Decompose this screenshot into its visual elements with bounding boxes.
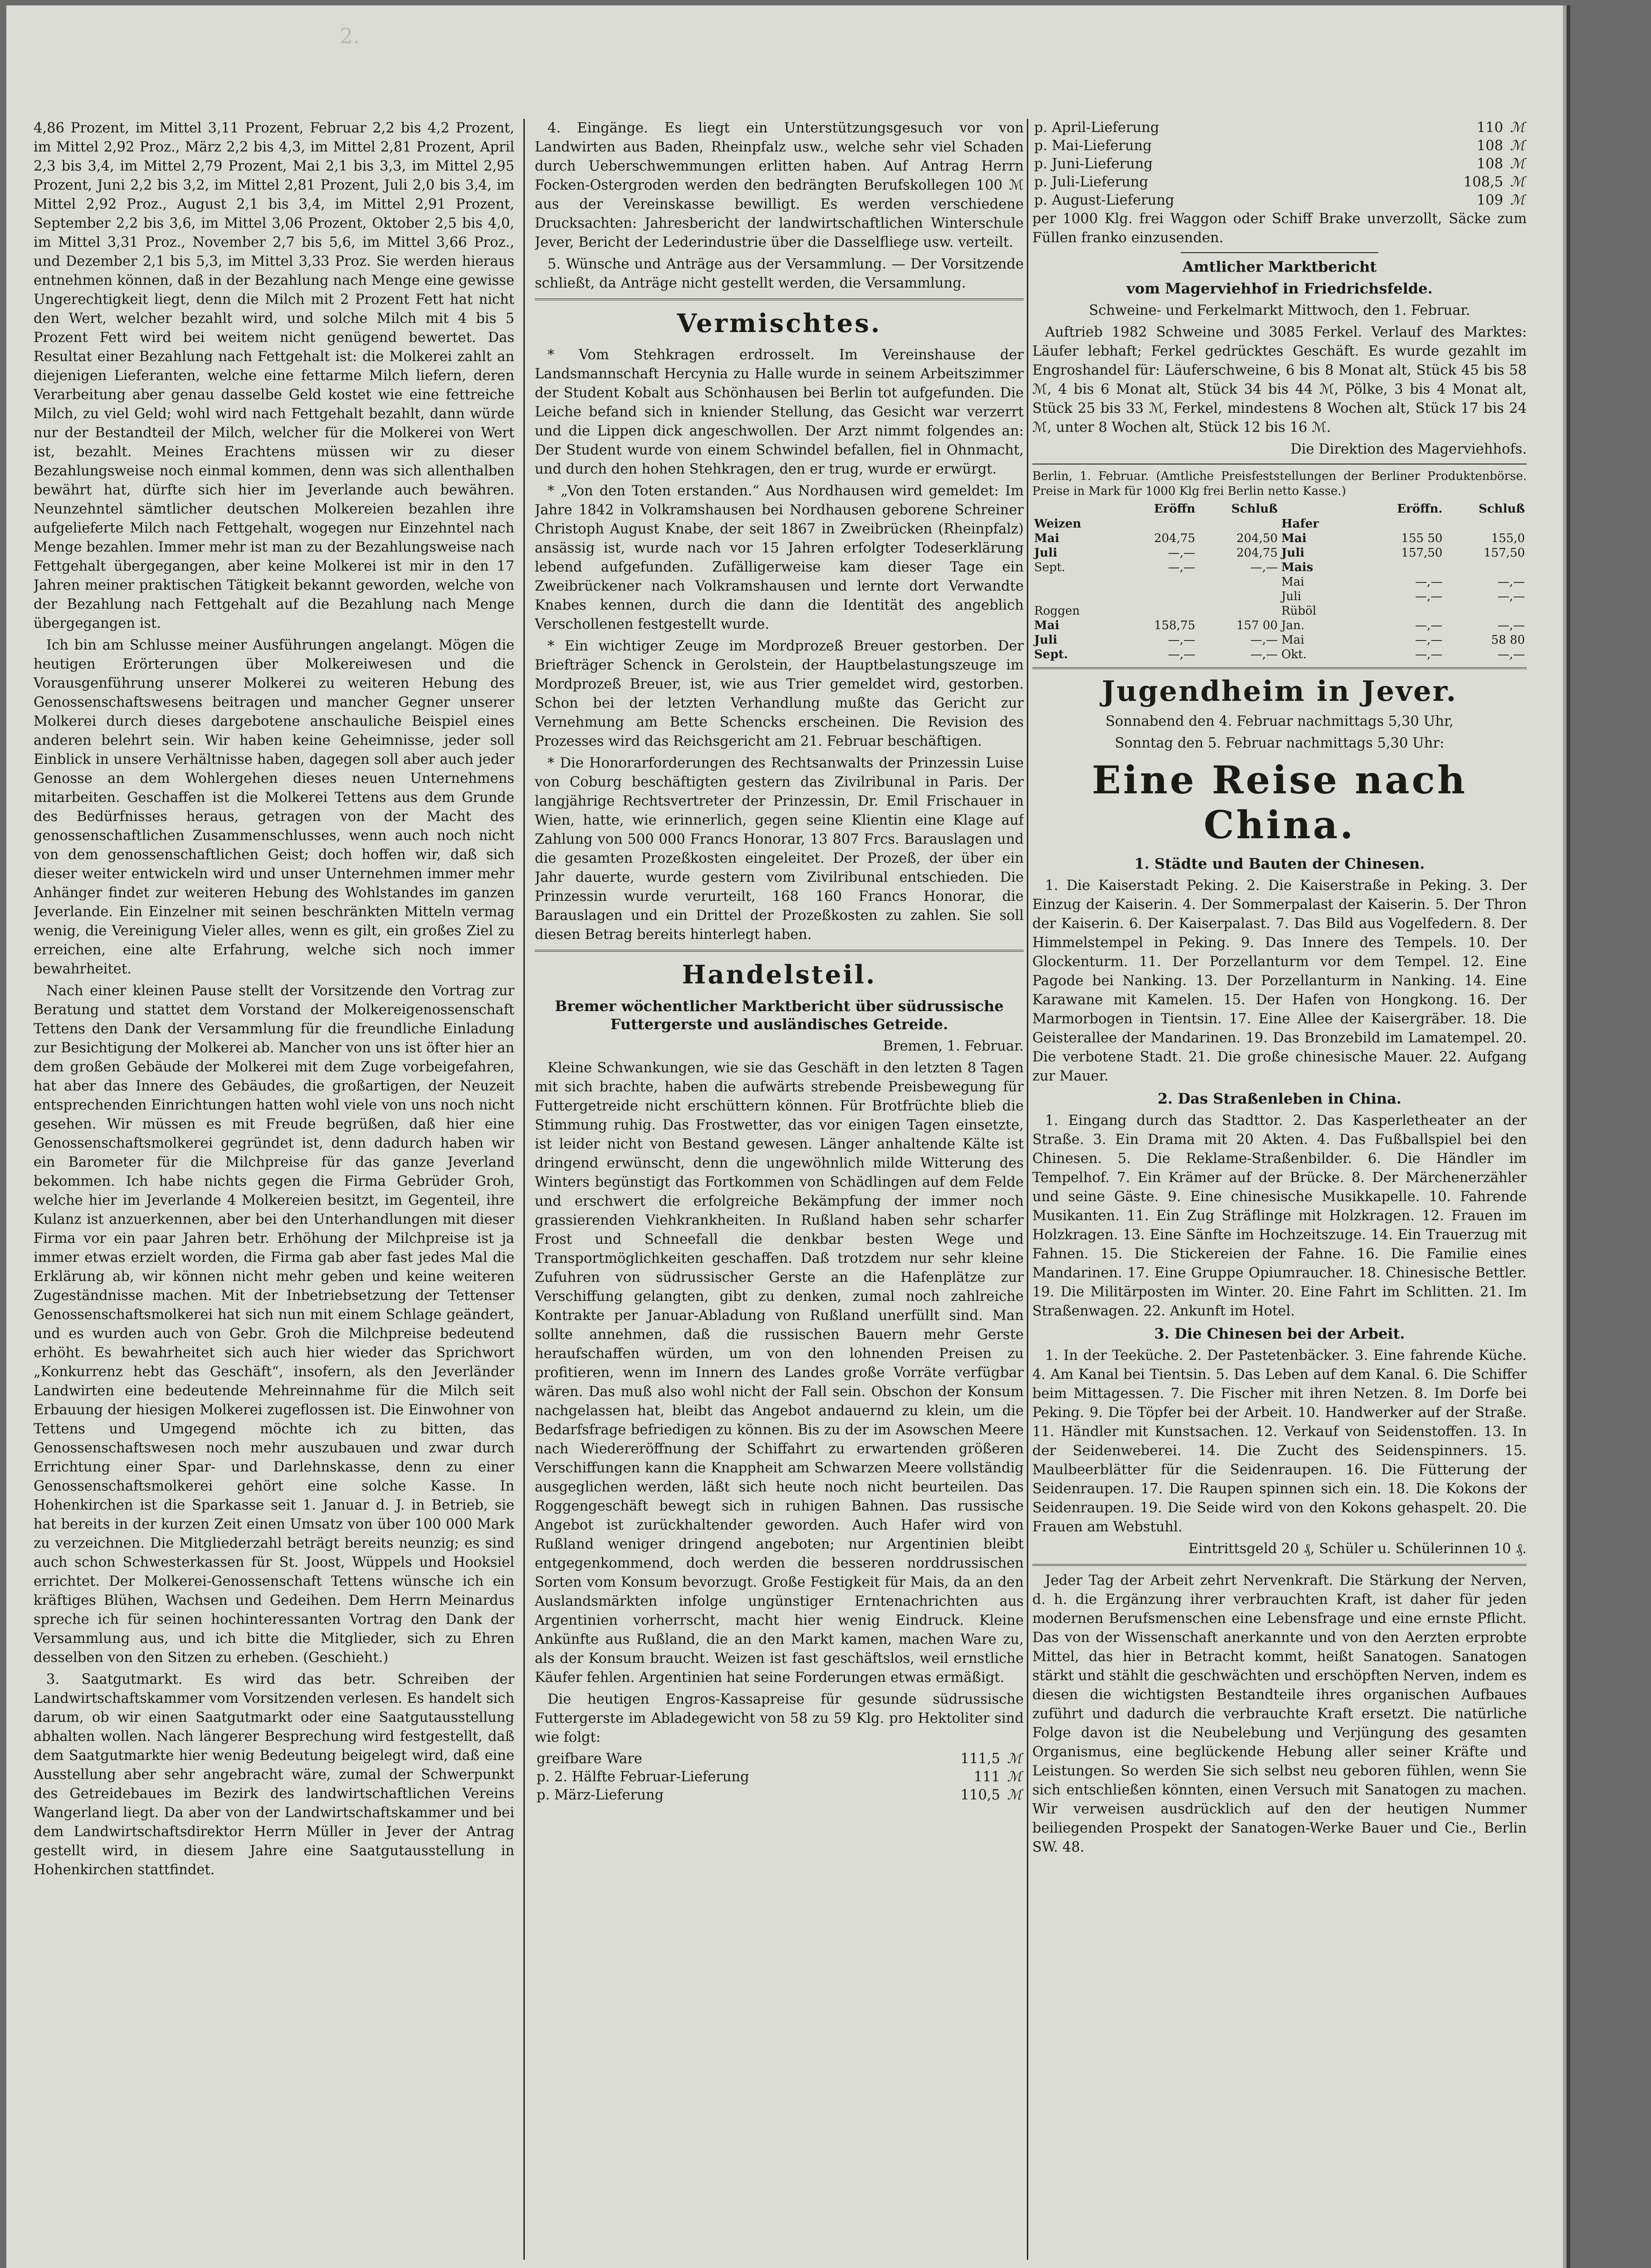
col-schluss: Schluß [1478,502,1525,516]
news-item: * „Von den Toten erstanden.“ Aus Nordhausen wird gemeldet: Im Jahre 1842 in Volkramshausen bei Nordhausen geborene Schreiner Christoph August Knabe, der seit 1867 in Zweibrücken (Rheinpfalz) ansässig ist, wurde nach vor 15 Jahren erfolgter Todeserklärung lebend aufgefunden. Zufälligerweise kam dieser Tage ein Zweibrückener nach Volkramshausen und lernte dort Verwandte Knabes kennen, durch die dann die Identität des angeblich Verschollenen festgestellt wurde. [535,483,1024,632]
price-label: p. Juni-Lieferung [1034,156,1153,172]
dateline: Bremen, 1. Februar. [883,1038,1024,1054]
price-unit: ℳ [1510,120,1525,136]
berlin-row: Juli —,— —,— [1281,590,1525,603]
section-text: 1. In der Teeküche. 2. Der Pastetenbäcker. 3. Eine fahrende Küche. 4. Am Kanal bei Tientsin. 5. Das Leben auf dem Kanal. 6. Die Schiffer beim Mittagessen. 7. Die Fischer mit ihren Netzen. 8. Im Dorfe bei Peking. 9. Die Töpfer bei der Arbeit. 10. Handwerker auf der Straße. 11. Händler mit Kunstsachen. 12. Verkauf von Seidenstoffen. 13. In der Seidenweberei. 14. Die Zucht des Seidenspinners. 15. Maulbeerblätter für die Seidenraupen. 16. Die Fütterung der Seidenraupen. 17. Die Raupen spinnen sich ein. 18. Die Kokons der Seidenraupen. 19. Die Seide wird von den Kokons gehaspelt. 20. Die Frauen am Webstuhl. [1032,1348,1527,1535]
berlin-header: Berlin, 1. Februar. (Amtliche Preisfeststellungen der Berliner Produktenbörse. Preise in Mark für 1000 Klg frei Berlin netto Kasse.) [1032,469,1527,498]
price-unit: ℳ [1007,1751,1022,1767]
price-value: 111,5 [960,1751,1000,1767]
amtl-marktbericht-subtitle: vom Magerviehhof in Friedrichsfelde. [1126,280,1433,297]
price-label: p. Juli-Lieferung [1034,174,1148,190]
col1-paragraph: 4,86 Prozent, im Mittel 3,11 Prozent, Februar 2,2 bis 4,2 Prozent, im Mittel 2,92 Proz., März 2,2 bis 4,3, im Mittel 2,81 Prozent, April 2,3 bis 3,4, im Mittel 2,79 Prozent, Mai 2,1 bis 3,3, im Mittel 2,95 Prozent, Juni 2,2 bis 3,2, im Mittel 2,81 Prozent, Juli 2,0 bis 3,4, im Mittel 2,92 Proz., August 2,1 bis 3,4, im Mittel 2,91 Prozent, September 2,2 bis 3,6, im Mittel 3,06 Prozent, Oktober 2,5 bis 4,0, im Mittel 3,31 Proz., November 2,7 bis 5,6, im Mittel 3,66 Proz., und Dezember 2,1 bis 5,3, im Mittel 3,33 Proz. Sie werden hieraus entnehmen können, daß in der Bezahlung nach Menge eine gewisse Ungerechtigkeit liegt, denn die Milch mit 2 Prozent Fett hat nicht den Wert, welcher bezahlt wird, und solche Milch mit 4 bis 5 Prozent Fett wird bei weitem nicht genügend bewertet. Das Resultat einer Bezahlung nach Fettgehalt ist: die Molkerei zahlt an diejenigen Lieferanten, welche eine fettarme Milch liefern, deren Verarbeitung aber genau dasselbe Geld kostet wie eine fettreiche Milch, zu viel Geld; wohl wird nach Fettgehalt bezahlt, dann würde nur der Bestandteil der Milch, welcher für die Molkerei von Wert ist, bezahlt. Meines Erachtens müssen wir zu dieser Bezahlungsweise noch einmal kommen, denn was sich allenthalben bewährt hat, dürfte sich hier im Jeverlande auch bewähren. Neunzehntel sämtlicher deutschen Molkereien bezahlen ihre aufgelieferte Milch nach Fettgehalt, wogegen nur Einzehntel nach Menge bezahlen. Immer mehr ist man zu der Bezahlungsweise nach Fettgehalt übergegangen, aber keine Molkerei ist mir in den 17 Jahren meiner praktischen Tätigkeit bekannt geworden, welche von der Bezahlung nach Fettgehalt auf die Bezahlung nach Menge übergegangen ist. [34,120,514,631]
price-value: 108,5 [1463,174,1503,190]
price-value: 108 [1476,138,1503,154]
column-rule-2 [1027,119,1028,2260]
price-value: 108 [1476,156,1503,172]
berlin-row: Mai —,— —,— [1281,575,1525,589]
price-label: p. Mai-Lieferung [1034,138,1152,154]
price-unit: ℳ [1510,174,1525,190]
admission-price: Eintrittsgeld 20 ₰, Schüler u. Schülerinnen 10 ₰. [1188,1541,1527,1557]
market-paragraph: Auftrieb 1982 Schweine und 3085 Ferkel. Verlauf des Marktes: Läufer lebhaft; Ferkel gedrücktes Geschäft. Es wurde gezahlt im Engroshandel für: Läuferschweine, 6 bis 8 Monat alt, Stück 45 bis 58 ℳ, 4 bis 6 Monat alt, Stück 34 bis 44 ℳ, Pölke, 3 bis 4 Monat alt, Stück 25 bis 33 ℳ, Ferkel, mindestens 8 Wochen alt, Stück 17 bis 24 ℳ, unter 8 Wochen alt, Stück 12 bis 16 ℳ. [1032,324,1527,435]
col1-paragraph: Ich bin am Schlusse meiner Ausführungen angelangt. Mögen die heutigen Erörterungen über Molkereiwesen und die Vorausgenführung unserer Molkerei zu weiteren Hebung des Genossenschaftswesens beitragen und mancher Gegner unserer Molkerei durch dieses dargebotene anschauliche Beispiel eines anderen belehrt sein. Wir haben keine Geheimnisse, jeder soll Einblick in unsere Verhältnisse haben, dagegen soll aber auch jeder Genosse an dem Wohlergehen dieses neuen Unternehmens mitarbeiten. Geschaffen ist die Molkerei Tettens aus dem Grunde des Bedürfnisses heraus, getragen von der Macht des genossenschaftlichen Zusammenschlusses, wenn auch noch nicht von dem genossenschaftlichen Geist; doch hoffen wir, daß sich dieser weiter entwickeln wird und unser Unternehmen immer mehr Anhänger findet zur weiteren Hebung des Wohlstandes im ganzen Jeverlande. Ein Einzelner mit seinen beschränkten Mitteln vermag wenig, die Vereinigung Vieler alles, wenn es gilt, ein großes Ziel zu erreichen, eine alte Erfahrung, welche sich noch immer bewahrheitet. [34,637,514,977]
price-label: p. 2. Hälfte Februar-Lieferung [537,1769,749,1785]
china-lecture-title: Eine Reise nach China. [1092,758,1467,847]
market-report-subtitle: Bremer wöchentlicher Marktbericht über südrussische Futtergerste und ausländisches Getreide. [555,997,1004,1033]
col2-paragraph: 5. Wünsche und Anträge aus der Versammlung. — Der Vorsitzende schließt, da Anträge nicht gestellt werden, die Versammlung. [535,256,1024,291]
column-2 [535,119,1024,2268]
market-paragraph: Kleine Schwankungen, wie sie das Geschäft in den letzten 8 Tagen mit sich brachte, haben die aufwärts strebende Preisbewegung für Futtergetreide nicht erschüttern können. Für Brotfrüchte blieb die Stimmung ruhig. Das Frostwetter, das vor einigen Tagen einsetzte, ist leider nicht von Bestand gewesen. Länger anhaltende Kälte ist dringend erwünscht, denn die ungewöhnlich milde Witterung des Winters begünstigt das Fortkommen von Schädlingen auf dem Felde und erschwert die erfolgreiche Bekämpfung der immer noch grassierenden Viehkrankheiten. In Rußland haben sehr scharfer Frost und Schneefall die denkbar besten Wege und Transportmöglichkeiten geschaffen. Daß trotzdem nur sehr kleine Zufuhren von südrussischer Gerste an die Hafenplätze zur Verschiffung gelangten, gibt zu denken, zumal noch zahlreiche Kontrakte per Januar-Abladung von Rußland unerfüllt sind. Man sollte annehmen, daß die russischen Bauern mehr Gerste heraufschaffen würden, um von den lohnenden Preisen zu profitieren, wenn im Innern des Landes große Vorräte verfügbar wären. Das muß also wohl nicht der Fall sein. Obschon der Konsum nachgelassen hat, bleibt das Angebot andauernd zu klein, um die Bedarfsfrage befriedigen zu können. Bis zu der im Asowschen Meere nach Wiedereröffnung der Schiffahrt zu erwartenden größeren Verschiffungen kann die Knappheit am Schwarzen Meere vollständig ausgeglichen werden, läßt sich heute noch nicht beurteilen. Das Roggengeschäft bewegt sich in ruhigen Bahnen. Das russische Angebot ist zurückhaltender geworden. Auch Hafer wird von Rußland weniger dringend angeboten; nur Argentinien bleibt entgegenkommend, doch werden die besseren norddrussischen Sorten vom Konsum bevorzugt. Große Festigkeit für Mais, da an den Auslandsmärkten infolge ungünstiger Erntenachrichten aus Argentinien vorherrscht, macht hier wenig Eindruck. Kleine Ankünfte aus Rußland, die an den Markt kamen, machen Ware zu, als der Konsum braucht. Weizen ist fast geschäftslos, weil ernstliche Käufer fehlen. Argentinien hat seine Forderungen etwas ermäßigt. [535,1060,1024,1686]
berlin-row: Sept. —,— —,— Mais [1034,561,1314,574]
price-label: greifbare Ware [537,1751,642,1767]
news-item: * Ein wichtiger Zeuge im Mordprozeß Breuer gestorben. Der Briefträger Schenck in Gerolstein, der Hauptbelastungszeuge im Mordprozeß Breuer, ist, wie aus Trier gemeldet wird, gestorben. Schon bei der letzten Verhandlung mußte das Gericht zur Vernehmung am Bette Schencks erscheinen. Die Revision des Prozesses wird das Reichsgericht am 21. Februar beschäftigen. [535,638,1024,749]
price-row [535,1786,1024,1804]
market-signature: Die Direktion des Magerviehhofs. [1290,441,1527,457]
berlin-row: Weizen Hafer [1034,517,1319,531]
section-heading: 1. Städte und Bauten der Chinesen. [1134,855,1425,872]
event-date: Sonntag den 5. Februar nachmittags 5,30 Uhr: [1114,735,1445,751]
page-edge [1563,5,1567,2268]
section-text: 1. Eingang durch das Stadttor. 2. Das Kasperletheater an der Straße. 3. Ein Drama mit 20 Akten. 4. Das Fußballspiel bei den Chinesen. 5. Die Reklame-Straßenbilder. 6. Die Händler im Tempelhof. 7. Ein Krämer auf der Brücke. 8. Der Märchenerzähler und seine Gäste. 9. Eine chinesische Musikkapelle. 10. Fahrende Musikanten. 11. Ein Zug Sträflinge mit Holzkragen. 12. Frauen im Holzkragen. 13. Eine Sänfte im Hochzeitszuge. 14. Ein Trauerzug mit Fahnen. 15. Die Stickereien der Fahne. 16. Die Familie eines Mandarinen. 17. Eine Gruppe Opiumraucher. 18. Chinesische Bettler. 19. Die Militärposten im Winter. 20. Eine Fahrt im Schlitten. 21. Im Straßenwagen. 22. Ankunft im Hotel. [1032,1113,1527,1319]
section-divider [1032,667,1527,669]
section-heading: 3. Die Chinesen bei der Arbeit. [1154,1325,1405,1342]
column-1 [34,119,514,2268]
price-row [1032,137,1527,155]
handelsteil-heading: Handelsteil. [682,960,877,990]
col-eroeffn: Eröffn. [1397,502,1443,516]
price-value: 110,5 [960,1787,1000,1803]
price-label: p. März-Lieferung [537,1787,664,1803]
price-unit: ℳ [1510,192,1525,208]
price-label: p. April-Lieferung [1034,120,1159,136]
berlin-price-table [1032,502,1527,662]
price-row [535,1750,1024,1768]
price-note: per 1000 Klg. frei Waggon oder Schiff Brake unverzollt, Säcke zum Füllen franko einzusenden. [1032,211,1527,246]
page-mark: 2. [340,24,360,48]
section-divider [1032,1564,1527,1566]
berlin-row: Sept. —,— —,— Okt. —,— —,— [1034,648,1525,661]
amtl-marktbericht-title: Amtlicher Marktbericht [1182,258,1377,275]
price-value: 110 [1476,120,1503,136]
price-row [1032,119,1527,137]
price-unit: ℳ [1510,156,1525,172]
jugendheim-heading: Jugendheim in Jever. [1102,675,1457,708]
price-unit: ℳ [1007,1787,1022,1803]
sanatogen-ad: Jeder Tag der Arbeit zehrt Nervenkraft. Die Stärkung der Nerven, d. h. die Ergänzung ihrer verbrauchten Kraft, ist daher für jeden modernen Berufsmenschen eine Lebensfrage und eine ernste Pflicht. Das von der Wissenschaft anerkannte und von den Aerzten erprobte Mittel, das hier in Betracht kommt, heißt Sanatogen. Sanatogen stärkt und stählt die geschwächten und erschöpften Nerven, indem es diesen die wichtigsten Bestandteile ihres organischen Aufbaues zuführt und dadurch die verbrauchte Kraft ersetzt. Die natürliche Folge davon ist die Neubelebung und Verjüngung des gesamten Organismus, eine beglückende Hebung aller seiner Kräfte und Leistungen. So werden Sie sich selbst neu geboren fühlen, wenn Sie sich entschließen könnten, einen Versuch mit Sanatogen zu machen. Wir verweisen ausdrücklich auf den der heutigen Nummer beiliegenden Prospekt der Sanatogen-Werke Bauer und Cie., Berlin SW. 48. [1032,1573,1527,1855]
price-row [1032,173,1527,191]
berlin-header-row [1032,502,1527,517]
price-table [535,1750,1024,1804]
market-line: Schweine- und Ferkelmarkt Mittwoch, den 1. Februar. [1089,303,1470,318]
section-divider [535,950,1024,952]
col1-paragraph: Nach einer kleinen Pause stellt der Vorsitzende den Vortrag zur Beratung und stattet dem Vorstand der Molkereigenossenschaft Tettens den Dank der Versammlung für die freundliche Einladung zur Besichtigung der Molkerei ab. Mancher von uns ist öfter hier an dem großen Gebäude der Molkerei mit dem Zuge vorbeigefahren, hat aber das Innere des Gebäudes, die großartigen, der Neuzeit entsprechenden Einrichtungen hatten wohl viele von uns noch nicht gesehen. Wir müssen es mit Freude begrüßen, daß hier eine Genossenschaftsmolkerei gegründet ist, denn dadurch haben wir ein Barometer für die Milchpreise für das ganze Jeverland bekommen. Ich habe nichts gegen die Firma Gebrüder Groh, welche hier im Jeverlande 4 Molkereien besitzt, im Gegenteil, ihre Kulanz ist anzuerkennen, aber bei den Unterhandlungen mit dieser Firma vor ein paar Jahren betr. Erhöhung der Milchpreise ist ja immer etwas erzielt worden, die Firma gab aber fast jedes Mal die Erklärung ab, wir können nicht mehr geben und keine weiteren Zugeständnisse machen. Mit der Inbetriebsetzung der Tettenser Genossenschaftsmolkerei hat sich nun mit einem Schlage geändert, und es wurden auch von Gebr. Groh die Milchpreise bedeutend erhöht. Es bewahrheitet sich auch hier wieder das Sprichwort „Konkurrenz hebt das Geschäft“, insofern, als den Jeverländer Landwirten eine bedeutende Mehreinnahme für die Milch seit Erbauung der hiesigen Molkerei zugeflossen ist. Die Einwohner von Tettens und Umgegend möchte ich zu bitten, das Genossenschaftswesen noch mehr auszubauen und zwar durch Errichtung einer Spar- und Darlehnskasse, denn zu einer Genossenschaftsmolkerei gehört eine solche Kasse. In Hohenkirchen ist die Sparkasse seit 1. Januar d. J. in Betrieb, sie hat bereits in der kurzen Zeit einen Umsatz von über 100 000 Mark zu verzeichnen. Die Mitgliederzahl beträgt bereits neunzig; es sind auch schon Schwesterkassen für St. Joost, Wüppels und Hooksiel errichtet. Der Molkerei-Genossenschaft Tettens wünsche ich ein kräftiges Blühen, Wachsen und Gedeihen. Dem Herrn Meinardus spreche ich für seinen hochinteressanten Vortrag den Dank der Versammlung aus, und ich bitte die Mitglieder, sich zu Ehren desselben von den Sitzen zu erheben. (Geschieht.) [34,983,514,1666]
column-3 [1032,119,1527,2268]
price-row [535,1768,1024,1786]
price-row [1032,191,1527,210]
short-divider [1181,252,1378,253]
berlin-row: Juli —,— 204,75 Juli 157,50 157,50 [1034,546,1525,560]
berlin-row: Mai 158,75 157 00 Jan. —,— —,— [1034,619,1525,632]
col-eroeffn: Eröffn [1154,502,1196,516]
price-label: p. August-Lieferung [1034,192,1174,208]
col2-paragraph: 4. Eingänge. Es liegt ein Unterstützungsgesuch vor von Landwirten aus Baden, Rheinpfalz usw., welche sehr viel Schaden durch Ueberschwemmungen erlitten haben. Auf Antrag Herrn Focken-Ostergroden werden den bedrängten Berufskollegen 100 ℳ aus der Vereinskasse bewilligt. Es werden verschiedene Drucksachten: Jahresbericht der landwirtschaftlichen Winterschule Jever, Bericht der Lederindustrie über die Dasselfliege usw. verteilt. [535,120,1024,250]
news-item: * Die Honorarforderungen des Rechtsanwalts der Prinzessin Luise von Coburg beschäftigten gestern das Zivilribunal in Paris. Der langjährige Rechtsvertreter der Prinzessin, Dr. Emil Frischauer in Wien, hatte, wie erinnerlich, gegen seine Klientin eine Klage auf Zahlung von 500 000 Francs Honorar, 13 807 Frcs. Barauslagen und die gesamten Prozeßkosten eingeleitet. Der Prozeß, der über ein Jahr dauerte, wurde gestern vom Zivilribunal entschieden. Die Prinzessin wurde verurteilt, 168 160 Francs Honorar, die Barauslagen und ein Drittel der Prozeßkosten zu zahlen. Sie soll diesen Betrag bereits hinterlegt haben. [535,755,1024,943]
news-item: * Vom Stehkragen erdrosselt. Im Vereinshause der Landsmannschaft Hercynia zu Halle wurde in seinem Arbeitszimmer der Student Kobalt aus Schönhausen bei Berlin tot aufgefunden. Die Leiche befand sich in kniender Stellung, das Gesicht war verzerrt und die Lippen dick angeschwollen. Der Arzt nimmt folgendes an: Der Student wurde von einem Schwindel befallen, fiel in Ohnmacht, und durch den hohen Stehkragen, den er trug, wurde er erwürgt. [535,347,1024,477]
price-unit: ℳ [1007,1769,1022,1785]
price-row [1032,155,1527,173]
column-rule-1 [523,119,525,2260]
col1-paragraph: 3. Saatgutmarkt. Es wird das betr. Schreiben der Landwirtschaftskammer vom Vorsitzenden verlesen. Es handelt sich darum, ob wir einen Saatgutmarkt oder eine Saatgutausstellung abhalten wollen. Nach längerer Besprechung wird festgestellt, daß dem Saatgutmarkte hier wenig Bedeutung beigelegt wird, daß eine Ausstellung aber sehr angebracht wäre, zumal der Schwerpunkt des Getreidebaues im Bezirk des landwirtschaftlichen Vereins Wangerland liegt. Da aber von der Landwirtschaftskammer und bei dem Landwirtschaftsdirektor Herrn Müller in Jever der Antrag gestellt wird, in diesem Jahre eine Saatgutausstellung in Hohenkirchen stattfindet. [34,1672,514,1878]
vermischtes-heading: Vermischtes. [677,308,882,338]
section-heading: 2. Das Straßenleben in China. [1158,1090,1402,1107]
price-table-continued [1032,119,1527,210]
section-divider [535,298,1024,300]
berlin-row: Juli —,— —,— Mai —,— 58 80 [1034,633,1525,647]
market-paragraph: Die heutigen Engros-Kassapreise für gesunde südrussische Futtergerste im Abladegewicht von 58 zu 59 Klg. pro Hektoliter sind wie folgt: [535,1691,1024,1745]
berlin-exchange-block [1032,469,1527,662]
price-unit: ℳ [1510,138,1525,154]
newspaper-page [6,5,1567,2268]
col-schluss: Schluß [1231,502,1278,516]
price-value: 109 [1476,192,1503,208]
berlin-row: Roggen Rüböl [1034,604,1316,618]
berlin-row: Mai 204,75 204,50 Mai 155 50 155,0 [1034,532,1525,545]
price-value: 111 [973,1769,1000,1785]
event-date: Sonnabend den 4. Februar nachmittags 5,30 Uhr, [1105,714,1454,729]
section-text: 1. Die Kaiserstadt Peking. 2. Die Kaiserstraße in Peking. 3. Der Einzug der Kaiserin. 4. Der Sommerpalast der Kaiserin. 5. Der Thron der Kaiserin. 6. Der Kaiserpalast. 7. Das Bild aus Vogelfedern. 8. Der Himmelstempel in Peking. 9. Das Innere des Tempels. 10. Der Glockenturm. 11. Der Porzellanturm vor dem Tempel. 12. Eine Pagode bei Nanking. 13. Der Porzellanturm in Nanking. 14. Eine Karawane mit Kamelen. 15. Der Hafen von Hongkong. 16. Der Marmorbogen in Tientsin. 17. Eine Allee der Kaisergräber. 18. Die Geisterallee der Mandarinen. 19. Das Bronzebild im Lamatempel. 20. Die verbotene Stadt. 21. Die große chinesische Mauer. 22. Aufgang zur Mauer. [1032,878,1527,1084]
